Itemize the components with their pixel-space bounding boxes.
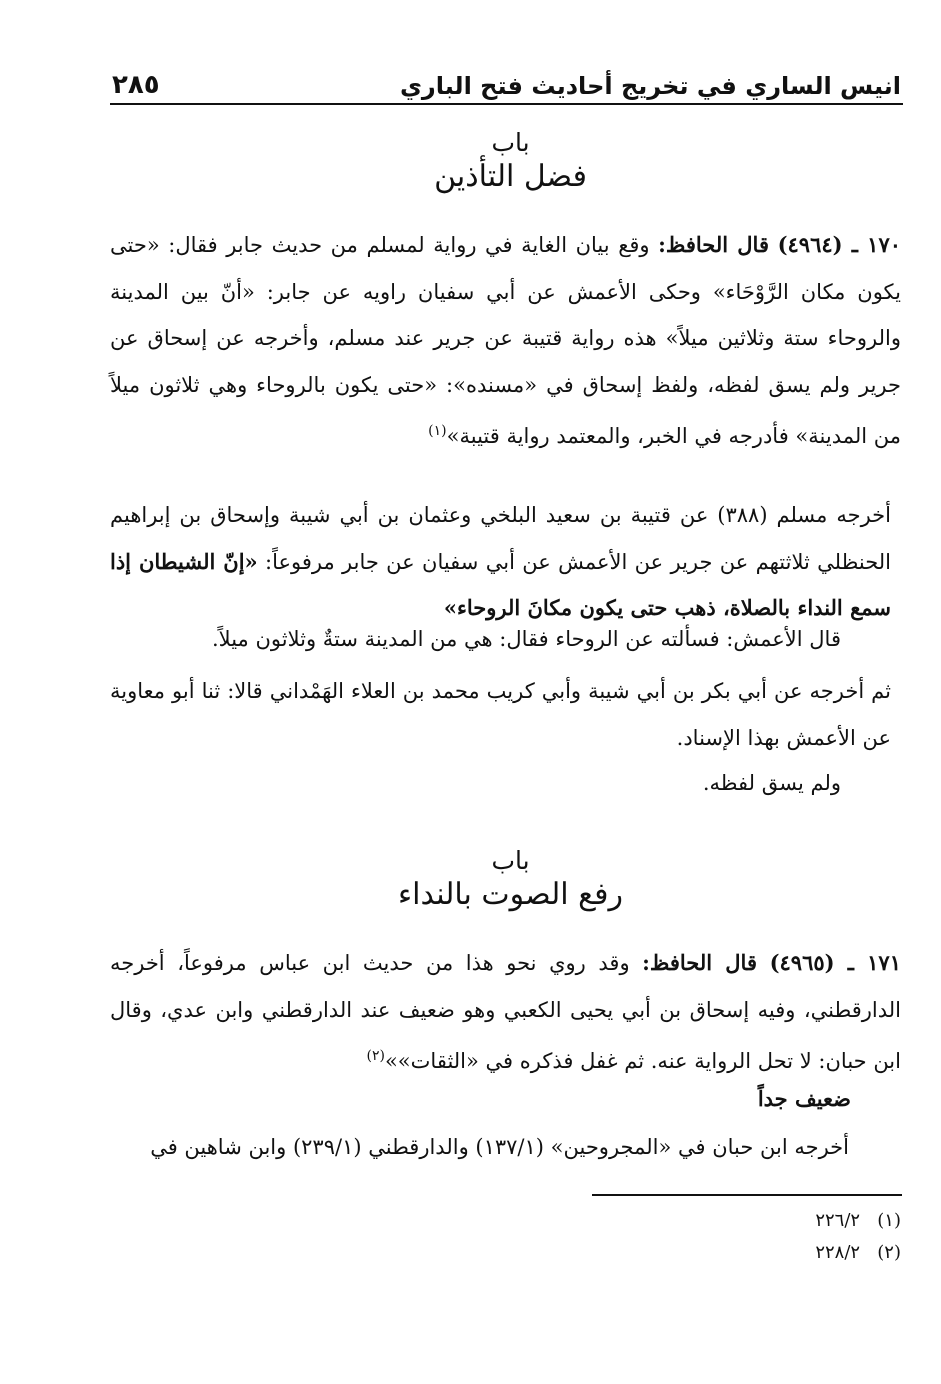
paragraph-text: قال الأعمش: فسألته عن الروحاء فقال: هي من المدينة ستةٌ وثلاثون ميلاً.: [211, 627, 841, 651]
paragraph-text: ثم أخرجه عن أبي بكر بن أبي شيبة وأبي كريب محمد بن العلاء الهَمْداني قالا: ثنا أبو معاوية عن الأعمش بهذا الإسناد.: [110, 679, 891, 750]
paragraph-text: ولم يسق لفظه.: [702, 771, 841, 795]
page-header: [112, 62, 901, 100]
hadith-quote: «إنّ الشيطان إذا سمع النداء بالصلاة، ذهب حتى يكون مكانَ الروحاء»: [110, 548, 891, 620]
footnote-text: ٢٢٨/٢: [815, 1242, 861, 1263]
header-divider: [110, 103, 903, 105]
footnote-text: ٢٢٦/٢: [815, 1210, 861, 1231]
footnote-ref: (١): [428, 423, 447, 439]
entry-170: [110, 222, 901, 460]
entry-171: [110, 940, 901, 1085]
footnote-1: [815, 1210, 901, 1231]
verdict: [110, 1076, 851, 1123]
footnote-ref: (٢): [366, 1048, 385, 1064]
book-title: انيس الساري في تخريج أحاديث فتح الباري: [399, 72, 901, 100]
entry-number: ١٧٠ ـ (٤٩٦٤): [777, 232, 902, 257]
footnote-number: (٢): [877, 1242, 901, 1263]
chapter-bab-label: باب: [491, 128, 530, 157]
entry-number: ١٧١ ـ (٤٩٦٥): [769, 950, 901, 975]
paragraph-4: [110, 760, 841, 807]
footnote-number: (١): [877, 1210, 901, 1231]
paragraph-2: [110, 616, 841, 663]
footnote-2: [815, 1242, 901, 1263]
paragraph-5: [110, 1124, 849, 1171]
chapter-heading-1: [120, 128, 901, 194]
chapter-title: رفع الصوت بالنداء: [398, 877, 623, 912]
paragraph-text: أخرجه مسلم (٣٨٨) عن قتيبة بن سعيد البلخي وعثمان بن أبي شيبة وإسحاق بن إبراهيم الحنظلي ثلاثتهم عن جرير عن الأعمش عن أبي سفيان عن جابر مرفوعاً:: [110, 503, 891, 574]
footnote-divider: [592, 1194, 902, 1196]
chapter-heading-2: [120, 846, 901, 912]
page-number: ٢٨٥: [112, 70, 160, 100]
paragraph-3: [110, 668, 891, 761]
chapter-bab-label: باب: [491, 846, 530, 875]
entry-text: وقع بيان الغاية في رواية لمسلم من حديث جابر فقال: «حتى يكون مكان الرَّوْحَاء» وحكى الأعمش عن أبي سفيان راويه عن جابر: «أنّ بين المدينة والروحاء ستة وثلاثين ميلاً» هذه رواية قتيبة عن جرير عند مسلم، وأخرجه عن إسحاق عن جرير ولم يسق لفظه، ولفظ إسحاق في «مسنده»: «حتى يكون بالروحاء وهي ثلاثون ميلاً من المدينة» فأدرجه في الخبر، والمعتمد رواية قتيبة»: [110, 233, 901, 448]
entry-speaker: قال الحافظ:: [658, 232, 769, 257]
paragraph-text: أخرجه ابن حبان في «المجروحين» (١٣٧/١) والدارقطني (٢٣٩/١) وابن شاهين في: [150, 1135, 849, 1159]
entry-speaker: قال الحافظ:: [642, 950, 757, 975]
chapter-title: فضل التأذين: [434, 159, 587, 194]
paragraph-1: [110, 492, 891, 632]
entry-text: وقد روي نحو هذا من حديث ابن عباس مرفوعاً، أخرجه الدارقطني، وفيه إسحاق بن أبي يحيى الكعبي وهو ضعيف عند الدارقطني وابن عدي، وقال ابن حبان: لا تحل الرواية عنه. ثم غفل فذكره في «الثقات»»: [110, 951, 902, 1073]
verdict-text: ضعيف جداً: [757, 1086, 851, 1111]
